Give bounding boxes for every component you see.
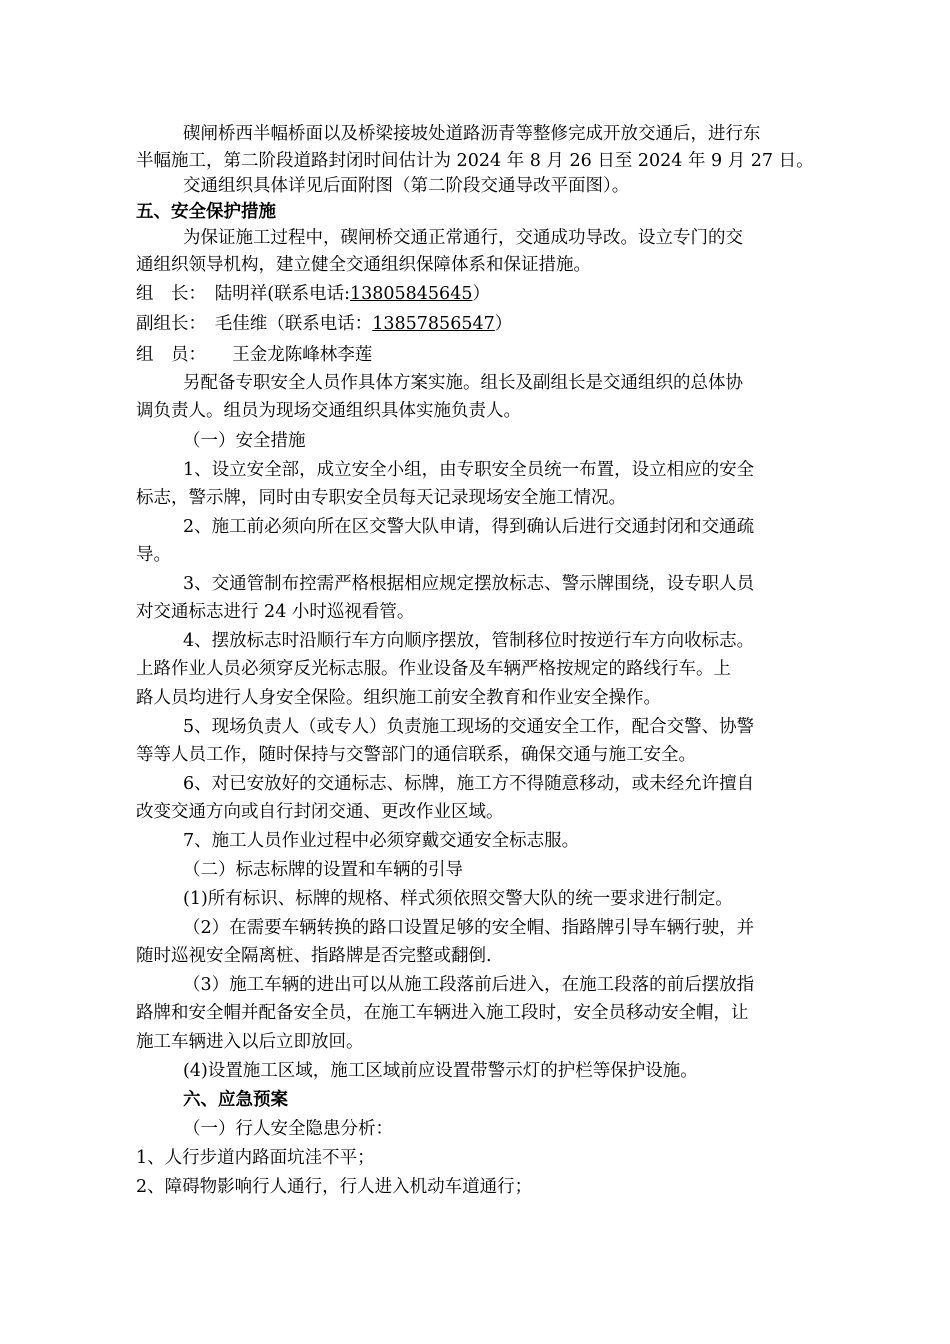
subsection-heading: （一）安全措施 <box>183 431 306 451</box>
para-line: 路人员均进行人身安全保险。组织施工前安全教育和作业安全操作。 <box>136 688 661 708</box>
section-heading-safety: 五、安全保护措施 <box>136 202 276 222</box>
para-line: 施工车辆进入以后立即放回。 <box>136 1032 364 1052</box>
para-line: 1、设立安全部，成立安全小组，由专职安全员统一布置，设立相应的安全 <box>183 460 755 480</box>
section-heading-emergency: 六、应急预案 <box>183 1090 288 1110</box>
para-line: 另配备专职安全人员作具体方案实施。组长及副组长是交通组织的总体协 <box>183 373 743 393</box>
subsection-heading: （二）标志标牌的设置和车辆的引导 <box>183 860 463 880</box>
para-line: 7、施工人员作业过程中必须穿戴交通安全标志服。 <box>183 831 580 851</box>
para-line: 随时巡视安全隔离桩、指路牌是否完整或翻倒. <box>136 946 492 966</box>
para-line: （2）在需要车辆转换的路口设置足够的安全帽、指路牌引导车辆行驶，并 <box>183 918 755 938</box>
para-line: 等等人员工作，随时保持与交警部门的通信联系，确保交通与施工安全。 <box>136 745 696 765</box>
deputy-label: 副组长： 毛佳维（联系电话： <box>136 314 373 334</box>
para-line: 6、对已安放好的交通标志、标牌，施工方不得随意移动，或未经允许擅自 <box>183 774 755 794</box>
leader-close: ） <box>472 284 490 304</box>
para-line: (1)所有标识、标牌的规格、样式须依照交警大队的统一要求进行制定。 <box>183 889 733 909</box>
para-line: 半幅施工，第二阶段道路封闭时间估计为 2024 年 8 月 26 日至 2024 年 9 月 27 日。 <box>136 151 814 171</box>
para-line: (4)设置施工区域，施工区域前应设置带警示灯的护栏等保护设施。 <box>183 1061 698 1081</box>
subsection-heading: （一）行人安全隐患分析： <box>183 1119 393 1139</box>
para-line: 上路作业人员必须穿反光标志服。作业设备及车辆严格按规定的路线行车。上 <box>136 659 731 679</box>
leader-line <box>136 281 490 307</box>
para-line: 调负责人。组员为现场交通组织具体实施负责人。 <box>136 401 521 421</box>
para-line: 碶闸桥西半幅桥面以及桥梁接坡处道路沥青等整修完成开放交通后，进行东 <box>183 124 761 144</box>
para-line: 导。 <box>136 545 171 565</box>
para-line: 路牌和安全帽并配备安全员，在施工车辆进入施工段时，安全员移动安全帽，让 <box>136 1003 749 1023</box>
para-line: 交通组织具体详见后面附图（第二阶段交通导改平面图）。 <box>183 176 630 196</box>
para-line: 3、交通管制布控需严格根据相应规定摆放标志、警示牌围绕，设专职人员 <box>183 574 755 594</box>
para-line: 通组织领导机构，建立健全交通组织保障体系和保证措施。 <box>136 255 591 275</box>
para-line: 对交通标志进行 24 小时巡视看管。 <box>136 602 415 622</box>
leader-label: 组 长： 陆明祥(联系电话: <box>136 284 350 304</box>
para-line: 5、现场负责人（或专人）负责施工现场的交通安全工作，配合交警、协警 <box>183 717 755 737</box>
deputy-leader-line <box>136 311 512 337</box>
members-line: 组 员： 王金龙陈峰林李莲 <box>136 345 373 365</box>
para-line: 标志，警示牌，同时由专职安全员每天记录现场安全施工情况。 <box>136 488 626 508</box>
para-line: 4、摆放标志时沿顺行车方向顺序摆放，管制移位时按逆行车方向收标志。 <box>183 631 755 651</box>
leader-phone: 13805845645 <box>349 284 473 304</box>
para-line: 2、施工前必须向所在区交警大队申请，得到确认后进行交通封闭和交通疏 <box>183 517 755 537</box>
deputy-close: ） <box>494 314 513 334</box>
list-item: 1、人行步道内路面坑洼不平； <box>136 1148 375 1168</box>
para-line: （3）施工车辆的进出可以从施工段落前后进入，在施工段落的前后摆放指 <box>183 975 755 995</box>
para-line: 改变交通方向或自行封闭交通、更改作业区域。 <box>136 802 504 822</box>
para-line: 为保证施工过程中，碶闸桥交通正常通行，交通成功导改。设立专门的交 <box>183 228 743 248</box>
deputy-phone: 13857856547 <box>372 314 495 334</box>
list-item: 2、障碍物影响行人通行，行人进入机动车道通行； <box>136 1177 533 1197</box>
